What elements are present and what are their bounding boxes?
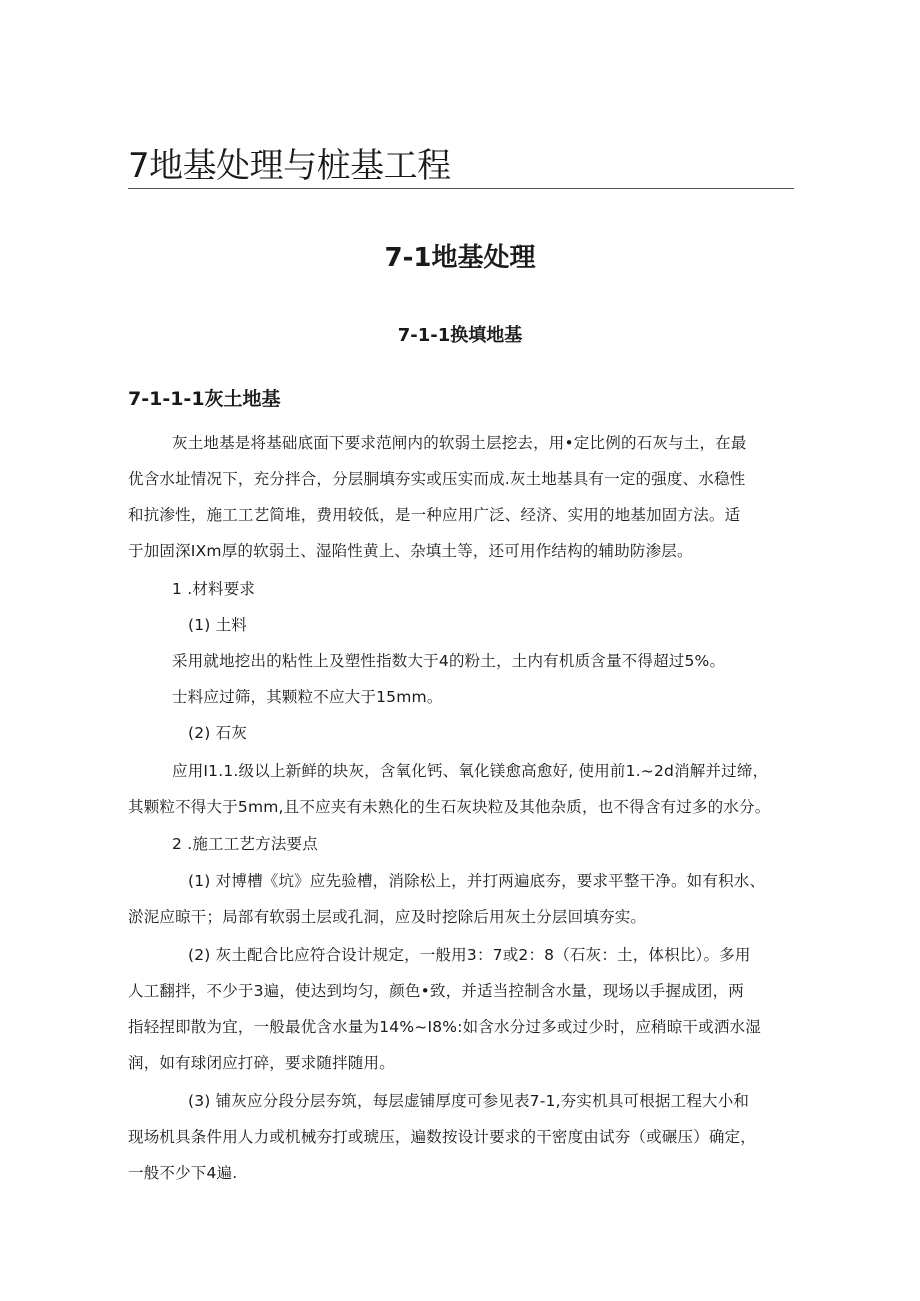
intro-line-3: 和抗渗性，施工工艺简堆，费用较低，是一种应用广泛、经济、实用的地基加固方法。适 <box>128 506 741 524</box>
method-item-2-line-3: 指轻捏即散为宜，一般最优含水量为14%~I8%:如含水分过多或过少时，应稍晾干或洒水湿 <box>128 1018 761 1036</box>
lime-line-1: 应用I1.1.级以上新鲜的块灰，含氧化钙、氧化镁愈高愈好, 使用前1.~2d消解并过缔， <box>172 762 769 780</box>
method-item-2-line-2: 人工翻拌，不少于3遍，使达到均匀，颜色•致，并适当控制含水量，现场以手握成团，两 <box>128 982 745 1000</box>
method-item-1-line-1: (1) 对博槽《坑》应先验槽，消除松上，并打两遍底夯，要求平整干净。如有积水、 <box>188 872 766 890</box>
material-heading: 1 .材料要求 <box>172 580 256 598</box>
intro-line-4: 于加固深IXm厚的软弱土、湿陷性黄上、杂填土等，还可用作结构的辅助防渗层。 <box>128 542 693 560</box>
method-item-3-line-1: (3) 铺灰应分段分层夯筑，每层虚铺厚度可参见表7-1,夯实机具可根据工程大小和 <box>188 1092 750 1110</box>
section-title: 7-1地基处理 <box>384 243 536 273</box>
chapter-title-rule <box>128 188 794 189</box>
soil-line-2: 士料应过筛，其颗粒不应大于15mm。 <box>172 688 443 706</box>
method-item-2-line-4: 润，如有球闭应打碎，要求随拌随用。 <box>128 1054 395 1072</box>
intro-line-2: 优含水址情况下，充分拌合，分层胴填夯实或压实而成.灰土地基具有一定的强度、水稳性 <box>128 470 746 488</box>
soil-line-1: 采用就地挖出的粘性上及塑性指数大于4的粉土，土内有机质含量不得超过5%。 <box>172 652 726 670</box>
lime-line-2: 其颗粒不得大于5mm,且不应夹有未熟化的生石灰块粒及其他杂质，也不得含有过多的水分。 <box>128 798 771 816</box>
method-item-3-line-3: 一般不少下4遍. <box>128 1164 238 1182</box>
lime-heading: (2) 石灰 <box>188 724 248 742</box>
intro-line-1: 灰土地基是将基础底面下要求范闸内的软弱土层挖去，用•定比例的石灰与土，在最 <box>172 434 747 452</box>
method-heading: 2 .施工工艺方法要点 <box>172 835 318 853</box>
chapter-title: 7地基处理与桩基工程 <box>128 146 451 186</box>
soil-heading: (1) 土料 <box>188 616 248 634</box>
method-item-1-line-2: 淤泥应晾干；局部有软弱土层或孔洞，应及时挖除后用灰土分层回填夯实。 <box>128 908 647 926</box>
method-item-3-line-2: 现场机具条件用人力或机械夯打或琥压，遍数按设计要求的干密度由试夯（或碾压）确定， <box>128 1128 757 1146</box>
subsection-title: 7-1-1换填地基 <box>397 325 523 346</box>
method-item-2-line-1: (2) 灰土配合比应符合设计规定，一般用3：7或2：8（石灰：土，体枳比）。多用 <box>188 946 751 964</box>
subsubsection-title: 7-1-1-1灰土地基 <box>128 388 281 410</box>
